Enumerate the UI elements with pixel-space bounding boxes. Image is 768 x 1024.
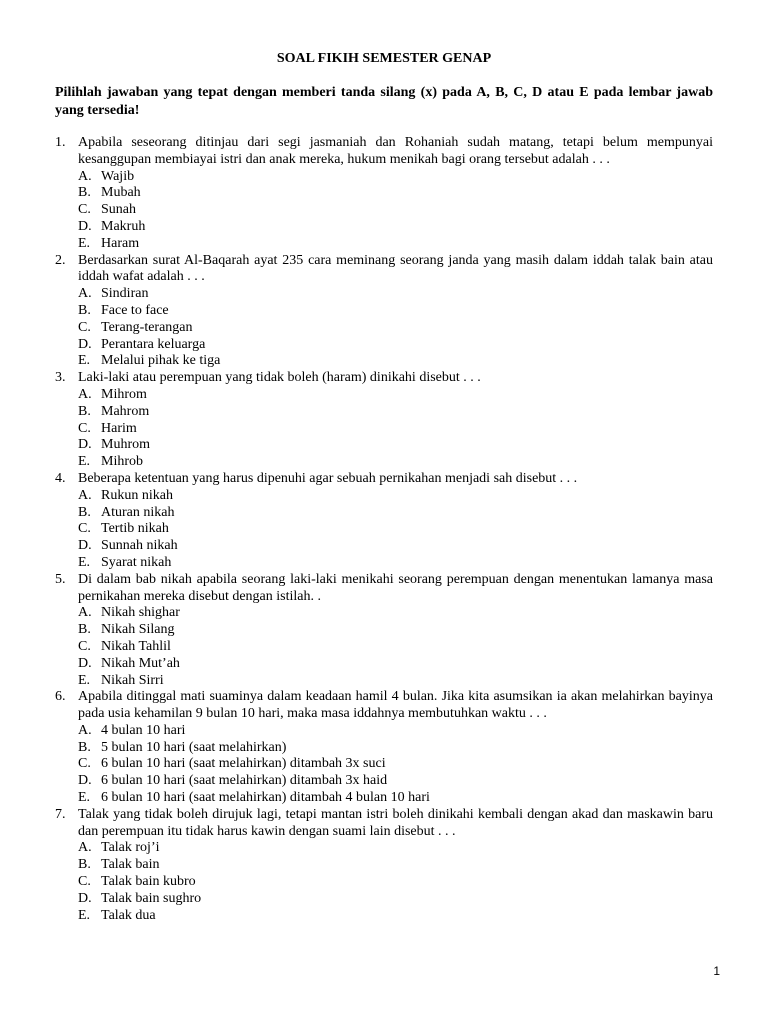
question-number: 2. (55, 252, 66, 268)
answer-option (78, 673, 713, 690)
option-letter: E. (78, 454, 91, 470)
option-letter: D. (78, 890, 92, 906)
option-text: 6 bulan 10 hari (saat melahirkan) ditambah 4 bulan 10 hari (101, 790, 430, 806)
option-text: Sindiran (101, 286, 149, 302)
question-number: 1. (55, 135, 66, 150)
question-item (55, 471, 713, 572)
option-letter: D. (78, 538, 92, 554)
option-text: Mihrom (101, 386, 147, 402)
option-text: Nikah Sirri (101, 672, 164, 688)
answer-option (78, 337, 713, 354)
option-text: Syarat nikah (101, 554, 172, 570)
page-title: SOAL FIKIH SEMESTER GENAP (276, 51, 492, 66)
question-item (55, 135, 713, 253)
option-list (78, 169, 713, 253)
question-text: Beberapa ketentuan yang harus dipenuhi agar sebuah pernikahan menjadi sah disebut . . . (78, 470, 578, 486)
option-letter: E. (78, 907, 91, 923)
answer-option (78, 437, 713, 454)
answer-option (78, 538, 713, 555)
option-text: Mubah (101, 185, 141, 201)
option-letter: B. (78, 622, 91, 638)
question-number: 3. (55, 370, 66, 386)
answer-option (78, 874, 713, 891)
option-letter: C. (78, 319, 91, 335)
answer-option (78, 320, 713, 337)
option-letter: E. (78, 554, 91, 570)
option-list (78, 605, 713, 689)
page-number: 1 (713, 964, 720, 978)
answer-option (78, 790, 713, 807)
option-text: Nikah Silang (101, 622, 175, 638)
option-letter: A. (78, 286, 92, 302)
answer-option (78, 454, 713, 471)
answer-option (78, 622, 713, 639)
option-text: Haram (101, 235, 140, 251)
answer-option (78, 840, 713, 857)
answer-option (78, 891, 713, 908)
question-text: Berdasarkan surat Al-Baqarah ayat 235 cara meminang seorang janda yang masih dalam iddah talak bain atau iddah wafat adalah . . . (78, 252, 713, 285)
question-number: 5. (55, 571, 66, 587)
option-text: Talak roj’i (101, 840, 160, 856)
answer-option (78, 656, 713, 673)
question-text: Apabila ditinggal mati suaminya dalam keadaan hamil 4 bulan. Jika kita asumsikan ia akan melahirkan bayinya pada usia kehamilan 9 bulan 10 hari, maka masa iddahnya membutuhkan waktu . . . (78, 689, 713, 722)
answer-option (78, 555, 713, 572)
answer-option (78, 219, 713, 236)
option-list (78, 286, 713, 370)
option-letter: C. (78, 874, 91, 890)
question-number: 4. (55, 470, 66, 486)
option-letter: C. (78, 638, 91, 654)
answer-option (78, 521, 713, 538)
option-text: Talak dua (101, 907, 156, 923)
option-text: 6 bulan 10 hari (saat melahirkan) ditambah 3x haid (101, 773, 388, 789)
option-text: Talak bain (101, 857, 160, 873)
question-item (55, 807, 713, 925)
option-text: Mihrob (101, 454, 143, 470)
instructions: Pilihlah jawaban yang tepat dengan memberi tanda silang (x) pada A, B, C, D atau E pada lembar jawab yang tersedia! (55, 85, 713, 118)
question-number: 7. (55, 806, 66, 822)
option-letter: C. (78, 756, 91, 772)
answer-option (78, 169, 713, 186)
option-text: 5 bulan 10 hari (saat melahirkan) (101, 739, 287, 755)
answer-option (78, 185, 713, 202)
option-letter: D. (78, 437, 92, 453)
option-list (78, 387, 713, 471)
option-list (78, 723, 713, 807)
option-text: Talak bain kubro (101, 874, 196, 890)
answer-option (78, 353, 713, 370)
option-letter: B. (78, 302, 91, 318)
option-text: 4 bulan 10 hari (101, 722, 186, 738)
option-letter: C. (78, 521, 91, 537)
option-text: Aturan nikah (101, 504, 175, 520)
option-list (78, 488, 713, 572)
question-item (55, 572, 713, 690)
option-letter: B. (78, 403, 91, 419)
option-letter: B. (78, 185, 91, 201)
question-item (55, 253, 713, 371)
option-letter: D. (78, 336, 92, 352)
option-letter: A. (78, 487, 92, 503)
option-letter: D. (78, 773, 92, 789)
option-text: Muhrom (101, 437, 150, 453)
option-text: Harim (101, 420, 137, 436)
answer-option (78, 303, 713, 320)
option-text: Nikah Mut’ah (101, 655, 180, 671)
option-letter: A. (78, 168, 92, 184)
option-text: Tertib nikah (101, 521, 169, 537)
option-text: Mahrom (101, 403, 150, 419)
option-letter: A. (78, 722, 92, 738)
option-letter: D. (78, 218, 92, 234)
option-text: Melalui pihak ke tiga (101, 353, 221, 369)
option-letter: A. (78, 840, 92, 856)
answer-option (78, 202, 713, 219)
option-letter: B. (78, 504, 91, 520)
question-item (55, 689, 713, 807)
answer-option (78, 857, 713, 874)
question-list (55, 135, 713, 924)
option-text: Sunnah nikah (101, 538, 178, 554)
option-text: Terang-terangan (101, 319, 193, 335)
option-text: 6 bulan 10 hari (saat melahirkan) ditambah 3x suci (101, 756, 386, 772)
option-letter: E. (78, 672, 91, 688)
option-text: Face to face (101, 302, 169, 318)
option-text: Rukun nikah (101, 487, 173, 503)
answer-option (78, 756, 713, 773)
answer-option (78, 387, 713, 404)
answer-option (78, 740, 713, 757)
option-letter: C. (78, 420, 91, 436)
answer-option (78, 723, 713, 740)
option-text: Talak bain sughro (101, 890, 202, 906)
question-text: Laki-laki atau perempuan yang tidak boleh (haram) dinikahi disebut . . . (78, 370, 481, 386)
question-item (55, 370, 713, 471)
option-letter: A. (78, 605, 92, 621)
option-list (78, 840, 713, 924)
answer-option (78, 639, 713, 656)
option-letter: E. (78, 235, 91, 251)
answer-option (78, 773, 713, 790)
option-letter: E. (78, 790, 91, 806)
answer-option (78, 421, 713, 438)
answer-option (78, 488, 713, 505)
question-text: Apabila seseorang ditinjau dari segi jasmaniah dan Rohaniah sudah matang, tetapi belum mempunyai kesanggupan membiayai istri dan anak mereka, hukum menikah bagi orang tersebut adalah . . . (78, 135, 713, 167)
question-number: 6. (55, 689, 66, 705)
option-letter: B. (78, 857, 91, 873)
option-letter: B. (78, 739, 91, 755)
answer-option (78, 605, 713, 622)
option-letter: E. (78, 353, 91, 369)
option-text: Makruh (101, 218, 146, 234)
option-letter: C. (78, 202, 91, 218)
option-text: Wajib (101, 168, 135, 184)
option-text: Nikah shighar (101, 605, 180, 621)
answer-option (78, 505, 713, 522)
question-text: Di dalam bab nikah apabila seorang laki-laki menikahi seorang perempuan dengan menentukan lamanya masa pernikahan mereka disebut dengan istilah. . (78, 571, 713, 604)
question-text: Talak yang tidak boleh dirujuk lagi, tetapi mantan istri boleh dinikahi kembali dengan akad dan maskawin baru dan perempuan itu tidak harus kawin dengan suami lain disebut . . . (78, 806, 713, 839)
option-text: Perantara keluarga (101, 336, 206, 352)
answer-option (78, 286, 713, 303)
option-letter: D. (78, 655, 92, 671)
option-text: Sunah (101, 202, 136, 218)
answer-option (78, 908, 713, 925)
answer-option (78, 236, 713, 253)
option-text: Nikah Tahlil (101, 638, 171, 654)
option-letter: A. (78, 386, 92, 402)
answer-option (78, 404, 713, 421)
